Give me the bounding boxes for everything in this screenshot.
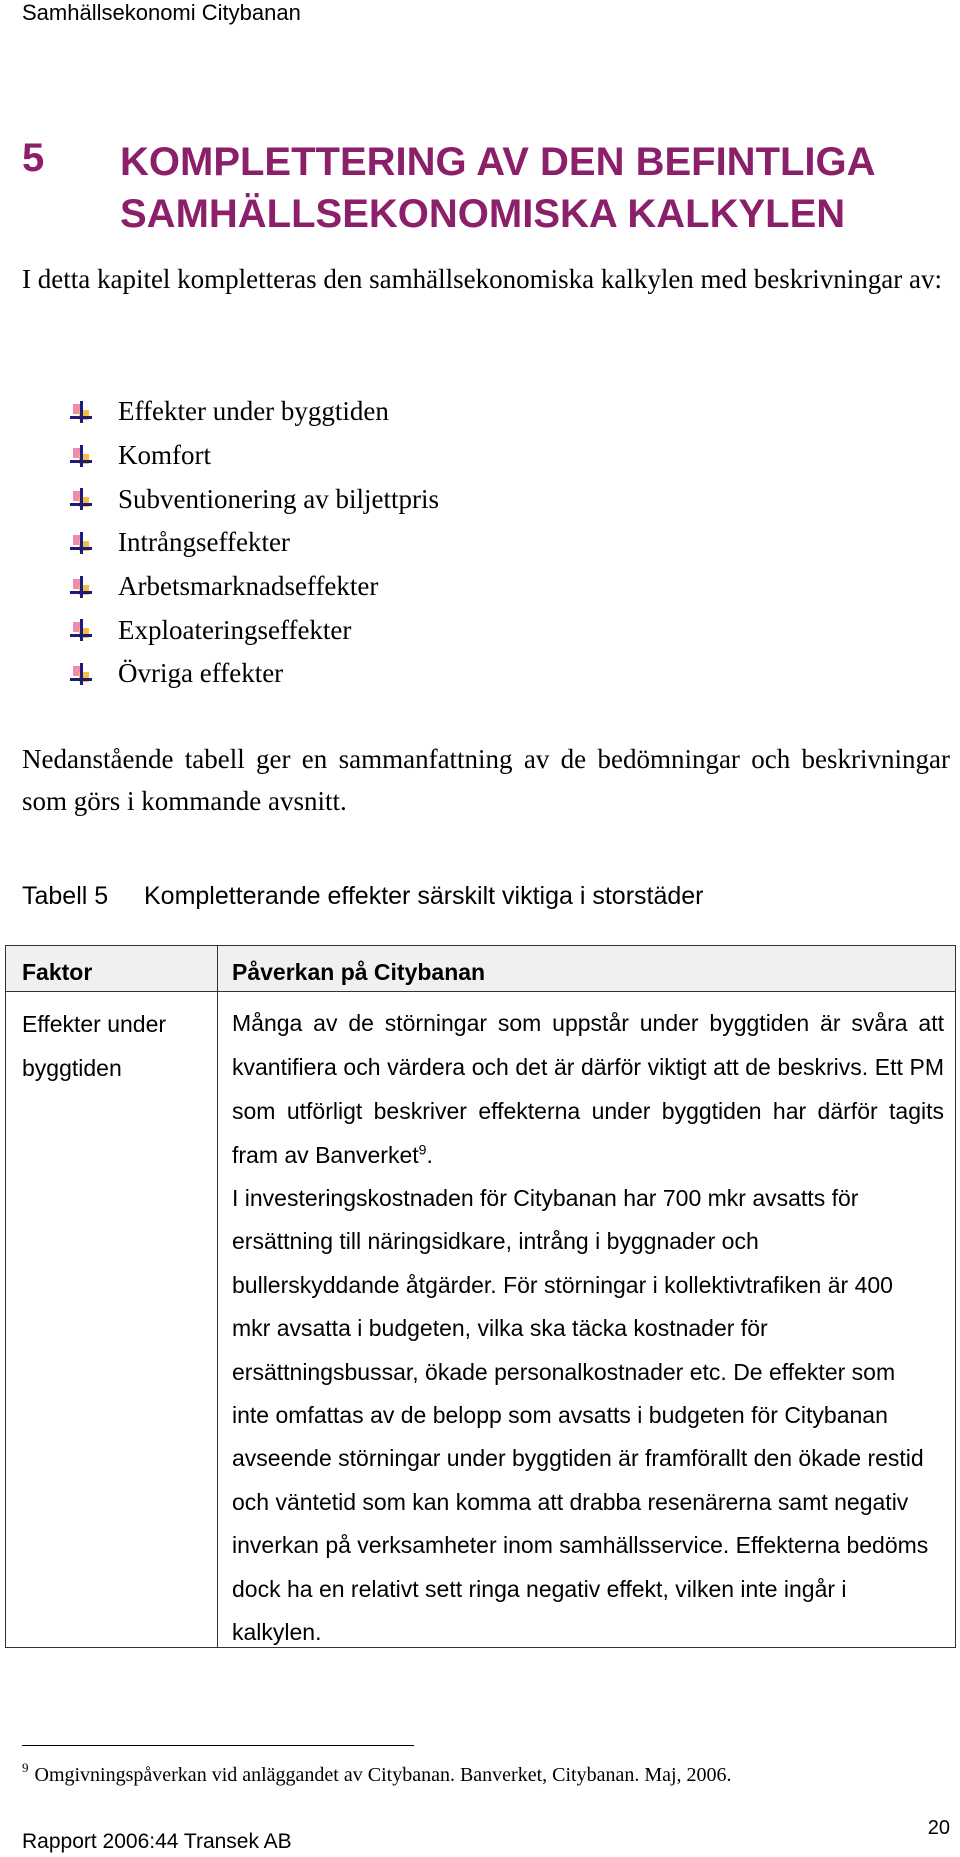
- bullet-icon: [70, 532, 92, 554]
- table-cell-impact: [232, 1001, 944, 1654]
- list-item-label: Effekter under byggtiden: [118, 396, 389, 427]
- bullet-icon: [70, 576, 92, 598]
- impact-paragraph-1: [232, 1001, 944, 1177]
- impact-text-1: Många av de störningar som uppstår under byggtiden är svåra att kvantifiera och värdera och det är därför viktigt att de beskrivs. Ett PM som utförligt beskriver effekterna under byggtiden har därför tagits fram av Banverket: [232, 1010, 944, 1168]
- bullet-icon: [70, 488, 92, 510]
- bullet-icon: [70, 663, 92, 685]
- list-item-label: Övriga effekter: [118, 658, 284, 689]
- bullet-icon: [70, 445, 92, 467]
- list-item-label: Komfort: [118, 440, 211, 471]
- effects-table: [5, 945, 956, 1648]
- list-item-label: Subventionering av biljettpris: [118, 483, 439, 514]
- intro-paragraph: I detta kapitel kompletteras den samhällsekonomiska kalkylen med beskrivningar av:: [22, 264, 942, 294]
- footnote-text: Omgivningspåverkan vid anläggandet av Citybanan. Banverket, Citybanan. Maj, 2006.: [34, 1764, 732, 1786]
- list-item: [70, 565, 670, 609]
- column-header-factor: Faktor: [22, 959, 93, 985]
- page-number: 20: [927, 1817, 950, 1839]
- list-item: [70, 608, 670, 652]
- list-item: [70, 652, 670, 696]
- footnote-separator: [22, 1745, 414, 1746]
- impact-text-1-end: .: [426, 1142, 433, 1168]
- column-header-impact: Påverkan på Citybanan: [232, 959, 486, 985]
- footnote-reference: 9: [418, 1141, 427, 1158]
- bullet-list: [70, 390, 670, 696]
- list-item-label: Intrångseffekter: [118, 527, 290, 558]
- list-item: [70, 521, 670, 565]
- running-header: Samhällsekonomi Citybanan: [22, 0, 301, 25]
- chapter-title: KOMPLETTERING AV DEN BEFINTLIGA SAMHÄLLSEKONOMISKA KALKYLEN: [120, 140, 875, 236]
- bullet-icon: [70, 619, 92, 641]
- table-caption-text: Kompletterande effekter särskilt viktiga i storstäder: [144, 882, 704, 910]
- report-footer: Rapport 2006:44 Transek AB: [22, 1830, 292, 1853]
- summary-paragraph: Nedanstående tabell ger en sammanfattning av de bedömningar och beskrivningar som görs i kommande avsnitt.: [22, 744, 950, 816]
- chapter-number: 5: [22, 136, 45, 180]
- table-caption-label: Tabell 5: [22, 882, 109, 910]
- table-cell-factor: Effekter under byggtiden: [22, 1011, 167, 1081]
- footnote: [22, 1760, 732, 1787]
- list-item-label: Exploateringseffekter: [118, 614, 352, 645]
- list-item: [70, 390, 670, 434]
- list-item: [70, 477, 670, 521]
- footnote-marker: 9: [22, 1760, 29, 1775]
- bullet-icon: [70, 401, 92, 423]
- list-item-label: Arbetsmarknadseffekter: [118, 571, 379, 602]
- impact-paragraph-2: I investeringskostnaden för Citybanan har 700 mkr avsatts för ersättning till näringsidkare, intrång i byggnader och bullerskyddande åtgärder. För störningar i kollektivtrafiken är 400 mkr avsatta i budgeten, vilka ska täcka kostnader för ersättningsbussar, ökade personalkostnader etc. De effekter som inte omfattas av de belopp som avsatts i budgeten för Citybanan avseende störningar under byggtiden är framförallt den ökade restid och väntetid som kan komma att drabba resenärerna samt negativ inverkan på verksamheter inom samhällsservice. Effekterna bedöms dock ha en relativt sett ringa negativ effekt, vilken inte ingår i kalkylen.: [232, 1185, 929, 1646]
- table-header-row: [6, 946, 955, 992]
- list-item: [70, 434, 670, 478]
- table-caption: [22, 882, 704, 911]
- column-divider: [217, 946, 218, 1647]
